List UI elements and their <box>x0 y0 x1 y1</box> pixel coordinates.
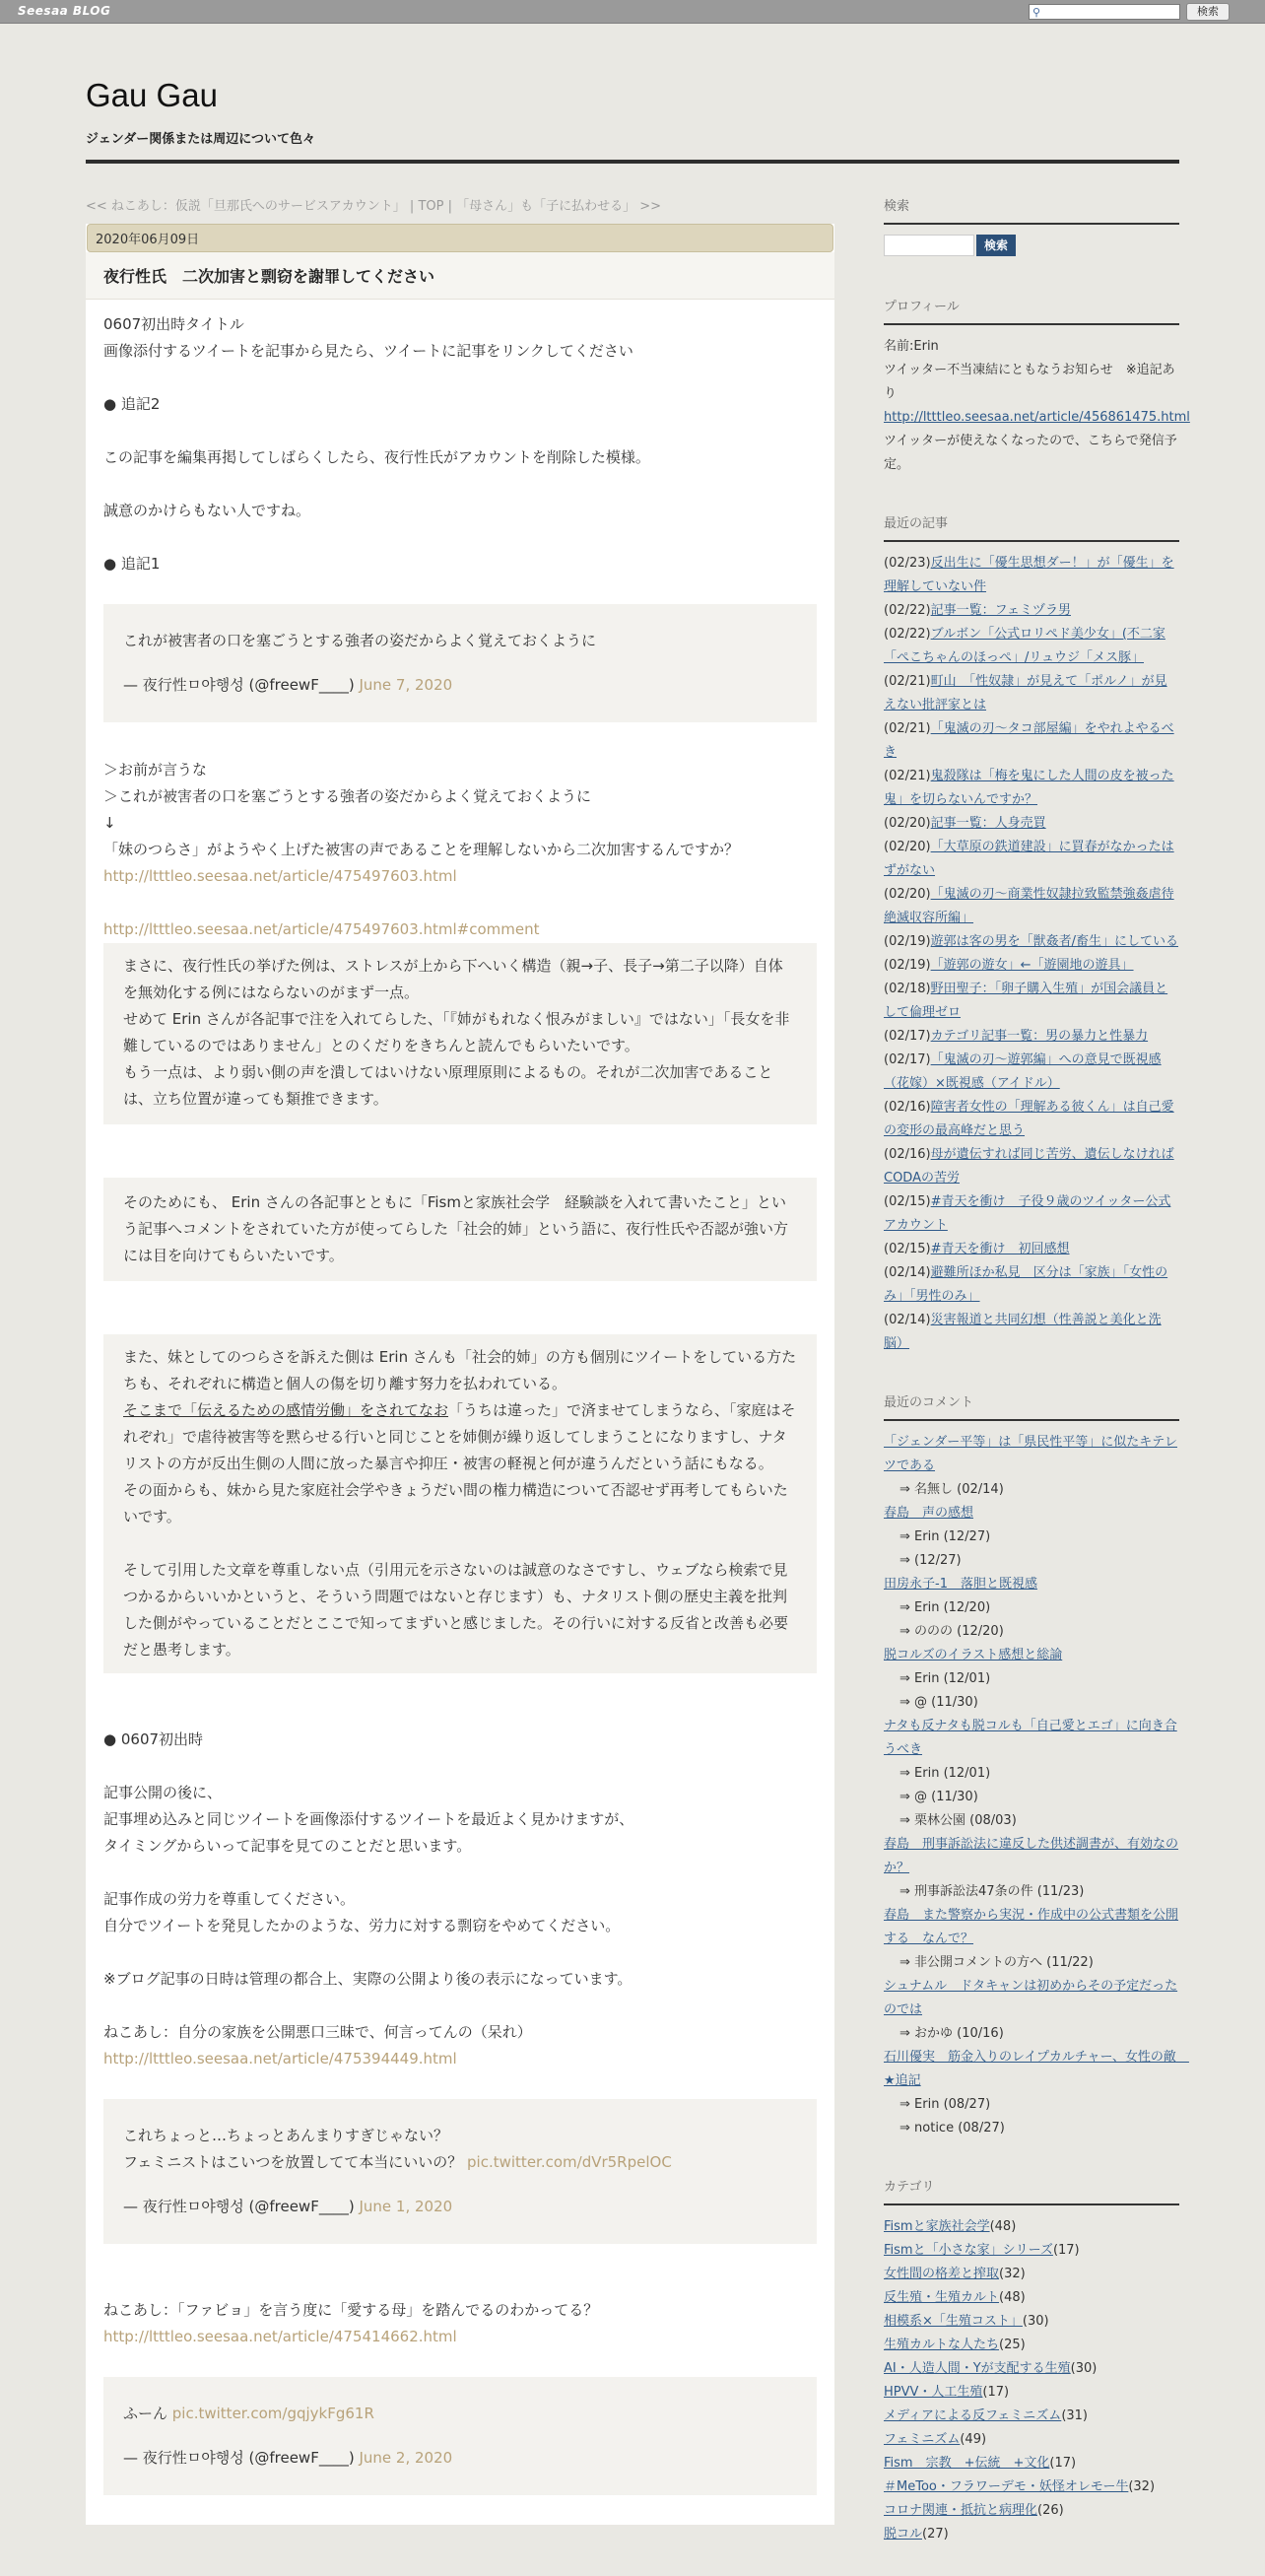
recent-post-item <box>884 978 1179 1025</box>
section-heading: ● 追記1 <box>103 555 161 573</box>
post-title[interactable]: 夜行性氏 二次加害と剽窃を謝罪してください <box>86 252 834 300</box>
text-line: ＞お前が言うな <box>103 761 208 779</box>
blog-title[interactable]: Gau Gau <box>86 77 218 113</box>
profile-text: ツイッター不当凍結にともなうお知らせ ※追記あり <box>884 363 1175 401</box>
recent-post-item <box>884 599 1179 623</box>
sidebar-heading: プロフィール <box>884 296 1179 325</box>
recent-post-link[interactable]: 遊郭は客の男を「獣姦者/畜生」にしている <box>930 934 1178 949</box>
category-count: (32) <box>999 2267 1026 2281</box>
category-count: (26) <box>1037 2503 1064 2518</box>
comment-post-link[interactable]: シュナムル ドタキャンは初めからその予定だったのでは <box>884 1979 1178 2017</box>
category-count: (30) <box>1070 2361 1098 2376</box>
prev-article-link[interactable]: << ねこあし：仮説「旦那氏へのサービスアカウント」 <box>86 199 406 214</box>
recent-post-item <box>884 1261 1179 1309</box>
comment-author[interactable]: ⇒ @ (11/30) <box>899 1695 978 1710</box>
sidebar-profile <box>884 296 1190 477</box>
recent-post-item <box>884 812 1179 836</box>
comment-author[interactable]: ⇒ Erin (12/27) <box>899 1529 991 1544</box>
quote-line: まさに、夜行性氏の挙げた例は、ストレスが上から下へいく構造（親→子、長子→第二子以降）自体を無効化する例にはならないのがまず一点。 <box>123 957 783 1001</box>
next-article-link[interactable]: 「母さん」も「子に払わせる」 >> <box>456 199 662 214</box>
category-item <box>884 2263 1179 2286</box>
category-item <box>884 2357 1179 2381</box>
sidebar-search-button[interactable]: 検索 <box>976 235 1016 256</box>
embedded-tweet <box>103 2099 817 2244</box>
article-link[interactable]: http://ltttleo.seesaa.net/article/475394449.html <box>103 2050 457 2068</box>
recent-post-link[interactable]: ブルボン「公式ロリペド美少女」(不二家「ぺこちゃんのほっぺ」/リュウジ「メス豚」 <box>884 627 1165 665</box>
recent-post-item <box>884 1096 1179 1143</box>
quote-block <box>103 1334 817 1673</box>
recent-post-date: (02/17) <box>884 1029 931 1044</box>
category-count: (32) <box>1128 2479 1156 2494</box>
underlined-phrase: そこまで「伝えるための感情労働」をされてなお <box>123 1401 449 1419</box>
category-count: (17) <box>982 2385 1010 2400</box>
sidebar-search-input[interactable] <box>884 235 974 256</box>
comment-author[interactable]: ⇒ 非公開コメントの方へ (11/22) <box>899 1955 1094 1970</box>
header-divider <box>86 160 1179 164</box>
seesaa-logo[interactable]: Seesaa BLOG <box>18 4 111 18</box>
main-column <box>86 195 834 2525</box>
post <box>86 224 834 2525</box>
text-line: 画像添付するツイートを記事から見たら、ツイートに記事をリンクしてください <box>103 342 633 360</box>
category-count: (48) <box>999 2290 1026 2305</box>
text-line: この記事を編集再掲してしばらくしたら、夜行性氏がアカウントを削除した模様。 <box>103 448 650 466</box>
category-item <box>884 2215 1179 2239</box>
comment-author[interactable]: ⇒ おかゆ (10/16) <box>899 2026 1004 2041</box>
tweet-author-name: — 夜行性ㅁ야행성 (@freewF____) <box>123 676 355 694</box>
recent-post-date: (02/16) <box>884 1100 931 1115</box>
sidebar-heading: カテゴリ <box>884 2176 1179 2205</box>
text-line: 記事公開の後に、 <box>103 1784 223 1801</box>
recent-post-link[interactable]: 「遊郭の遊女」←「遊園地の遊具」 <box>930 958 1134 973</box>
recent-post-link[interactable]: 母が遺伝すれば同じ苦労、遺伝しなければCODAの苦労 <box>884 1147 1174 1186</box>
recent-post-link[interactable]: カテゴリ記事一覧：男の暴力と性暴力 <box>930 1029 1149 1044</box>
quote-block <box>103 943 817 1124</box>
comment-author[interactable]: ⇒ 栗林公園 (08/03) <box>899 1813 1017 1828</box>
comment-author[interactable]: ⇒ Erin (12/01) <box>899 1766 991 1781</box>
category-count: (30) <box>1022 2314 1049 2329</box>
sidebar <box>884 195 1190 2576</box>
category-link[interactable]: Fismと家族社会学 <box>884 2219 990 2234</box>
top-link[interactable]: TOP <box>418 199 444 214</box>
tweet-text <box>123 2401 797 2427</box>
recent-post-link[interactable]: #青天を衝け 子役９歳のツイッター公式アカウント <box>884 1194 1171 1233</box>
comment-post-link[interactable]: 脱コルズのイラスト感想と総論 <box>884 1648 1063 1662</box>
comment-post-link[interactable]: 春島 また警察から実況・作成中の公式書類を公開する なんで？ <box>884 1908 1179 1946</box>
sidebar-categories <box>884 2176 1179 2546</box>
text-line: 自分でツイートを発見したかのような、労力に対する剽窃をやめてください。 <box>103 1917 621 1934</box>
tweet-text-part: ふーん <box>123 2405 172 2422</box>
recent-post-item <box>884 670 1179 717</box>
tweet-author <box>123 2445 797 2472</box>
comment-post-link[interactable]: 石川優実 筋金入りのレイプカルチャー、女性の敵 ★追記 <box>884 2050 1189 2088</box>
category-item <box>884 2452 1179 2475</box>
comment-author[interactable]: ⇒ (12/27) <box>899 1553 962 1568</box>
recent-post-date: (02/21) <box>884 721 931 736</box>
recent-post-item <box>884 1238 1179 1261</box>
recent-post-item <box>884 1309 1179 1356</box>
category-item <box>884 2405 1179 2428</box>
category-item <box>884 2381 1179 2405</box>
recent-post-link[interactable]: 避難所ほか私見 区分は「家族」「女性のみ」「男性のみ」 <box>884 1265 1168 1304</box>
tweet-text: これちょっと…ちょっとあんまりすぎじゃない？ <box>123 2127 449 2144</box>
tweet-author <box>123 672 797 699</box>
sidebar-heading: 最近の記事 <box>884 512 1179 542</box>
category-link[interactable]: Fism 宗教 +伝統 +文化 <box>884 2456 1050 2471</box>
section-heading: ● 0607初出時 <box>103 1730 204 1748</box>
category-link[interactable]: 女性間の格差と搾取 <box>884 2267 1000 2281</box>
recent-post-item <box>884 1049 1179 1096</box>
embedded-tweet <box>103 2377 817 2495</box>
tweet-date-link[interactable]: June 7, 2020 <box>359 676 453 694</box>
quote-line <box>123 1397 797 1477</box>
quote-line: もう一点は、より弱い側の声を潰してはいけない原理原則によるもの。それが二次加害であることは、立ち位置が違っても類推できます。 <box>123 1063 773 1108</box>
text-line: 0607初出時タイトル <box>103 315 244 333</box>
quote-line: そのためにも、 Erin さんの各記事とともに「Fismと家族社会学 経験談を入れて書いたこと」という記事へコメントをされていた方が使ってらした「社会的姉」という語に、夜行性氏や否認が強い方には目を向けてもらいたいです。 <box>123 1193 789 1264</box>
comment-post-link[interactable]: 田房永子-1 落胆と既視感 <box>884 1577 1037 1592</box>
category-link[interactable]: 脱コル <box>884 2527 923 2542</box>
recent-post-date: (02/15) <box>884 1194 931 1209</box>
recent-post-item <box>884 836 1179 883</box>
recent-post-link[interactable]: 災害報道と共同幻想（性善説と美化と洗脳） <box>884 1313 1162 1351</box>
recent-post-item <box>884 930 1179 954</box>
text-line: ねこあし：「ファビョ」を言う度に「愛する母」を踏んでるのわかってる？ <box>103 2301 599 2319</box>
text-line: ねこあし：自分の家族を公開悪口三昧で、何言ってんの（呆れ） <box>103 2023 532 2041</box>
category-item <box>884 2239 1179 2263</box>
post-date: 2020年06月09日 <box>87 224 833 252</box>
quote-line: せめて Erin さんが各記事で注を入れてらした、「『姉がもれなく恨みがましい』ではない」「長女を非難しているのではありません」とのくだりをきちんと読んでもらいたいです。 <box>123 1010 790 1054</box>
article-comment-link[interactable]: http://ltttleo.seesaa.net/article/475497603.html#comment <box>103 920 540 938</box>
comment-author[interactable]: ⇒ ののの (12/20) <box>899 1624 1004 1639</box>
recent-post-date: (02/15) <box>884 1242 931 1256</box>
text-line: 記事埋め込みと同じツイートを画像添付するツイートを最近よく見かけますが、 <box>103 1810 634 1828</box>
recent-post-link[interactable]: 記事一覧：フェミヅラ男 <box>930 603 1071 618</box>
topbar-search-input[interactable] <box>1029 4 1180 20</box>
recent-post-item <box>884 623 1179 670</box>
category-link[interactable]: Fismと「小さな家」シリーズ <box>884 2243 1053 2258</box>
comment-author[interactable]: ⇒ @ (11/30) <box>899 1790 978 1804</box>
search-icon: ⚲ <box>1032 6 1041 19</box>
comment-author[interactable]: ⇒ Erin (12/20) <box>899 1600 991 1615</box>
recent-post-link[interactable]: #青天を衝け 初回感想 <box>930 1242 1070 1256</box>
recent-post-date: (02/22) <box>884 603 931 618</box>
blog-description: ジェンダー関係または周辺について色々 <box>86 132 315 147</box>
recent-post-date: (02/19) <box>884 958 931 973</box>
comment-author[interactable]: ⇒ notice (08/27) <box>899 2121 1005 2135</box>
nav-separator: | <box>443 199 457 214</box>
category-count: (17) <box>1049 2456 1077 2471</box>
article-link[interactable]: http://ltttleo.seesaa.net/article/475497603.html <box>103 867 457 885</box>
recent-post-date: (02/20) <box>884 840 931 854</box>
category-link[interactable]: ＃MeToo・フラワーデモ・妖怪オレモー牛 <box>884 2479 1129 2494</box>
quote-line: また、妹としてのつらさを訴えた側は Erin さんも「社会的姉」の方も個別にツイートをしている方たちも、それぞれに構造と個人の傷を切り離す努力を払われている。 <box>123 1348 797 1392</box>
category-item <box>884 2523 1179 2546</box>
sidebar-search <box>884 195 1179 256</box>
seesaa-topbar <box>0 0 1265 24</box>
text-line: 誠意のかけらもない人ですね。 <box>103 502 311 519</box>
comment-author[interactable]: ⇒ Erin (12/01) <box>899 1671 991 1686</box>
recent-post-date: (02/20) <box>884 887 931 902</box>
sidebar-heading: 検索 <box>884 195 1179 225</box>
recent-post-link[interactable]: 「大草原の鉄道建設」に買春がなかったはずがない <box>884 840 1174 878</box>
category-link[interactable]: コロナ関連・抵抗と病理化 <box>884 2503 1038 2518</box>
article-link[interactable]: http://ltttleo.seesaa.net/article/475414662.html <box>103 2328 457 2345</box>
category-item <box>884 2428 1179 2452</box>
category-count: (17) <box>1052 2243 1080 2258</box>
tweet-date-link[interactable]: June 2, 2020 <box>359 2449 453 2467</box>
recent-post-item <box>884 883 1179 930</box>
tweet-author-name: — 夜行性ㅁ야행성 (@freewF____) <box>123 2198 355 2215</box>
quote-block <box>103 1178 817 1281</box>
recent-post-date: (02/17) <box>884 1052 931 1067</box>
sidebar-heading: 最近のコメント <box>884 1391 1179 1421</box>
tweet-pic-link[interactable]: pic.twitter.com/gqjykFg61R <box>171 2405 374 2422</box>
comment-post-link[interactable]: 「ジェンダー平等」は「県民性平等」に似たキテレツである <box>884 1435 1177 1473</box>
recent-post-link[interactable]: 「鬼滅の刃～遊郭編」への意見で既視感（花嫁）×既視感（アイドル） <box>884 1052 1162 1091</box>
recent-post-link[interactable]: 反出生に「優生思想ダー！」が「優生」を理解していない件 <box>884 556 1174 594</box>
recent-post-link[interactable]: 鬼殺隊は「梅を鬼にした人間の皮を被った鬼」を切らないんですか？ <box>884 769 1174 807</box>
profile-link[interactable]: http://ltttleo.seesaa.net/article/456861475.html <box>884 410 1190 425</box>
category-count: (27) <box>922 2527 949 2542</box>
category-item <box>884 2334 1179 2357</box>
quote-line-rest: 「うちは違った」で済ませてしまうなら、「家庭はそれぞれ」で虐待被害等を黙らせる行いと同じことを姉側が繰り返してしまうことになりますし、ナタリストの方が反出生側の人間に放った暴言や抑圧・被害の軽視と何が違うんだという話にもなる。 <box>123 1401 796 1472</box>
category-count: (48) <box>989 2219 1017 2234</box>
text-line: ↓ <box>103 814 116 832</box>
comment-post-link[interactable]: 春島 声の感想 <box>884 1506 974 1521</box>
category-item <box>884 2475 1179 2499</box>
recent-post-date: (02/14) <box>884 1313 931 1327</box>
recent-post-item <box>884 954 1179 978</box>
recent-post-date: (02/22) <box>884 627 931 642</box>
category-link[interactable]: 反生殖・生殖カルト <box>884 2290 1000 2305</box>
tweet-author-name: — 夜行性ㅁ야행성 (@freewF____) <box>123 2449 355 2467</box>
recent-post-item <box>884 1143 1179 1190</box>
sidebar-recent-comments <box>884 1391 1189 2140</box>
recent-post-date: (02/21) <box>884 769 931 783</box>
topbar-search-button[interactable]: 検索 <box>1186 3 1230 21</box>
recent-post-item <box>884 717 1179 765</box>
tweet-text <box>123 2149 797 2176</box>
tweet-text: これが被害者の口を塞ごうとする強者の姿だからよく覚えておくように <box>123 632 597 649</box>
recent-post-link[interactable]: 野田聖子：「卵子購入生殖」が国会議員として倫理ゼロ <box>884 982 1168 1020</box>
recent-post-item <box>884 765 1179 812</box>
embedded-tweet <box>103 604 817 722</box>
tweet-pic-link[interactable]: pic.twitter.com/dVr5RpelOC <box>467 2153 672 2171</box>
tweet-text-part: フェミニストはこいつを放置してて本当にいいの？ <box>123 2153 468 2171</box>
recent-post-link[interactable]: 町山 「性奴隷」が見えて「ポルノ」が見えない批評家とは <box>884 674 1167 712</box>
recent-post-date: (02/21) <box>884 674 931 689</box>
recent-post-item <box>884 552 1179 599</box>
blog-header <box>86 77 1179 147</box>
profile-name: 名前:Erin <box>884 339 939 354</box>
category-count: (49) <box>960 2432 987 2447</box>
category-item <box>884 2310 1179 2334</box>
category-link[interactable]: 生殖カルトな人たち <box>884 2338 1000 2352</box>
section-heading: ● 追記2 <box>103 395 161 413</box>
recent-post-link[interactable]: 障害者女性の「理解ある彼くん」は自己愛の変形の最高峰だと思う <box>884 1100 1174 1138</box>
tweet-author <box>123 2194 797 2220</box>
sidebar-recent-posts <box>884 512 1179 1356</box>
nav-separator: | <box>405 199 419 214</box>
category-link[interactable]: HPVV・人工生殖 <box>884 2385 983 2400</box>
text-line: 記事作成の労力を尊重してください。 <box>103 1890 356 1908</box>
category-link[interactable]: 相模系×「生殖コスト」 <box>884 2314 1023 2329</box>
category-link[interactable]: AI・人造人間・Yが支配する生殖 <box>884 2361 1071 2376</box>
tweet-date-link[interactable]: June 1, 2020 <box>359 2198 453 2215</box>
text-line: ※ブログ記事の日時は管理の都合上、実際の公開より後の表示になっています。 <box>103 1970 632 1988</box>
post-body <box>86 300 834 2525</box>
article-nav <box>86 195 834 214</box>
category-count: (31) <box>1061 2408 1088 2423</box>
recent-post-date: (02/14) <box>884 1265 931 1280</box>
text-line: ＞これが被害者の口を塞ごうとする強者の姿だからよく覚えておくように <box>103 787 592 805</box>
comment-author[interactable]: ⇒ 刑事訴訟法47条の件 (11/23) <box>899 1884 1085 1899</box>
category-item <box>884 2286 1179 2310</box>
recent-post-link[interactable]: 「鬼滅の刃～タコ部屋編」をやれよやるべき <box>884 721 1174 760</box>
comment-author[interactable]: ⇒ 名無し (02/14) <box>899 1482 1004 1497</box>
category-link[interactable]: メディアによる反フェミニズム <box>884 2408 1062 2423</box>
text-line: タイミングからいって記事を見てのことだと思います。 <box>103 1837 472 1855</box>
recent-post-date: (02/20) <box>884 816 931 831</box>
recent-post-item <box>884 1025 1179 1049</box>
category-link[interactable]: フェミニズム <box>884 2432 961 2447</box>
comment-post-link[interactable]: 春島 刑事訴訟法に違反した供述調書が、有効なのか？ <box>884 1837 1179 1875</box>
category-count: (25) <box>999 2338 1026 2352</box>
text-line: 「妹のつらさ」がようやく上げた被害の声であることを理解しないから二次加害するんですか？ <box>103 841 740 858</box>
quote-line: その面からも、妹から見た家庭社会学やきょうだい間の権力構造について否認せず再考してもらいたいです。 <box>123 1481 788 1525</box>
recent-post-date: (02/23) <box>884 556 931 571</box>
category-item <box>884 2499 1179 2523</box>
recent-post-date: (02/19) <box>884 934 931 949</box>
comment-author[interactable]: ⇒ Erin (08/27) <box>899 2097 991 2112</box>
recent-post-date: (02/16) <box>884 1147 931 1162</box>
recent-post-date: (02/18) <box>884 982 931 996</box>
comment-post-link[interactable]: ナタも反ナタも脱コルも「自己愛とエゴ」に向き合うべき <box>884 1719 1177 1757</box>
recent-post-link[interactable]: 記事一覧：人身売買 <box>930 816 1046 831</box>
quote-line: そして引用した文章を尊重しない点（引用元を示さないのは誠意のなさですし、ウェブなら検索で見つかるからいいかというと、そういう問題ではないと存じます）も、ナタリスト側の歴史主義を批判した側がやっていることだとここで知ってまずいと感じました。その行いに対する反省と改善も必要だと愚考します。 <box>123 1561 789 1659</box>
recent-post-item <box>884 1190 1179 1238</box>
profile-text: ツイッターが使えなくなったので、こちらで発信予定。 <box>884 434 1177 472</box>
recent-post-link[interactable]: 「鬼滅の刃～商業性奴隷拉致監禁強姦虐待絶滅収容所編」 <box>884 887 1174 925</box>
